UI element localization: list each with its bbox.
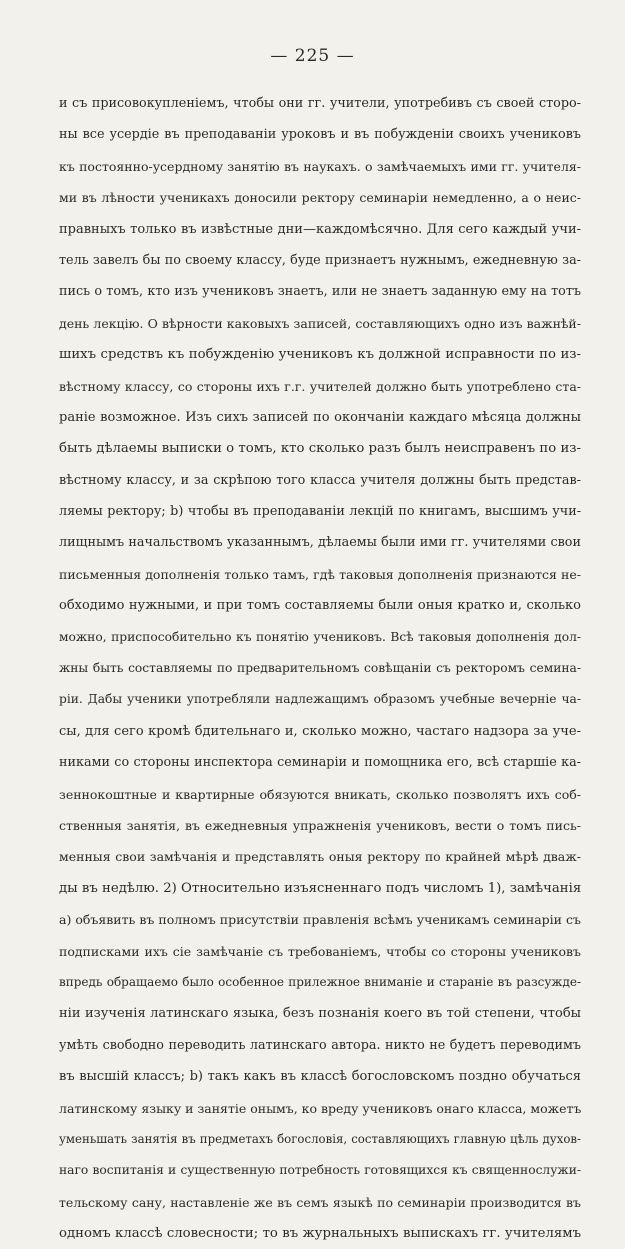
text-line: вѣстному классу, и за скрѣпою того класса учителя должны быть представ- (59, 472, 581, 488)
text-line: день лекцію. О вѣрности каковыхъ записей, составляющихъ одно изъ важнѣй- (59, 315, 581, 331)
text-line: ственныя занятія, въ ежедневныя упражненія учениковъ, вести о томъ пись- (59, 817, 581, 833)
text-line: къ постоянно-усердному занятію въ наукахъ. о замѣчаемыхъ ими гг. учителя- (59, 158, 581, 174)
text-line: жны быть составляемы по предварительномъ совѣщаніи съ ректоромъ семина- (59, 661, 581, 676)
text-line: и съ присовокупленіемъ, чтобы они гг. учители, употребивъ съ своей сторо- (59, 96, 581, 111)
text-line: тельскому сану, наставленіе же въ семъ языкѣ по семинаріи производится въ (59, 1194, 581, 1210)
text-line: наго воспитанія и существенную потребность готовящихся къ священнослужи- (59, 1163, 581, 1178)
text-line: пись о томъ, кто изъ учениковъ знаетъ, или не знаетъ заданную ему на тотъ (59, 284, 581, 300)
text-line: можно, приспособительно къ понятію учениковъ. Всѣ таковыя дополненія дол- (59, 629, 581, 644)
text-line: впредь обращаемо было особенное прилежное вниманіе и стараніе въ разсужде- (59, 974, 581, 989)
text-line: быть дѣлаемы выписки о томъ, кто сколько разъ былъ неисправенъ по из- (59, 441, 581, 457)
text-line: въ высшій классъ; b) такъ какъ въ классѣ богословскомъ поздно обучаться (59, 1069, 581, 1085)
text-line: письменныя дополненія только тамъ, гдѣ таковыя дополненія признаются не- (59, 566, 581, 582)
text-line: сы, для сего кромѣ бдительнаго и, сколько можно, частаго надзора за уче- (59, 723, 581, 739)
text-line: менныя свои замѣчанія и представлять оныя ректору по крайней мѣрѣ дваж- (59, 849, 581, 865)
text-line: вѣстному классу, со стороны ихъ г.г. учителей должно быть употреблено ста- (59, 378, 581, 394)
text-line: раніе возможное. Изъ сихъ записей по окончаніи каждаго мѣсяца должны (59, 409, 581, 425)
text-line: ды въ недѣлю. 2) Относительно изъясненнаго подъ числомъ 1), замѣчанія (59, 880, 581, 896)
text-line: ны все усердіе въ преподаваніи уроковъ и въ побужденіи своихъ учениковъ (59, 127, 581, 143)
page-number: — 225 — (270, 46, 355, 66)
text-line: ляемы ректору; b) чтобы въ преподаваніи лекцій по книгамъ, высшимъ учи- (59, 504, 581, 520)
text-line: тель завелъ бы по своему классу, буде признаетъ нужнымъ, ежедневную за- (59, 252, 581, 268)
body-text (59, 88, 581, 1249)
text-line: а) объявить въ полномъ присутствіи правленія всѣмъ ученикамъ семинаріи съ (59, 912, 581, 928)
text-line: лищнымъ начальствомъ указаннымъ, дѣлаемы были ими гг. учителями свои (59, 535, 581, 551)
text-line: ніи изученія латинскаго языка, безъ познанія коего въ той степени, чтобы (59, 1006, 581, 1022)
text-line: подписками ихъ сіе замѣчаніе съ требованіемъ, чтобы со стороны учениковъ (59, 943, 581, 959)
text-line: зеннокоштные и квартирные обязуются вникать, сколько позволятъ ихъ соб- (59, 786, 581, 802)
text-line: одномъ классѣ словесности; то въ журнальныхъ выпискахъ гг. учителямъ (59, 1226, 581, 1242)
text-line: латинскому языку и занятіе онымъ, ко вреду учениковъ онаго класса, можетъ (59, 1100, 581, 1116)
text-line: правныхъ только въ извѣстные дни—каждомѣсячно. Для сего каждый учи- (59, 221, 581, 237)
text-line: ми въ лѣности ученикахъ доносили ректору семинаріи немедленно, а о неис- (59, 190, 581, 206)
text-line: обходимо нужными, и при томъ составляемы были оныя кратко и, сколько (59, 598, 581, 614)
text-line: умѣть свободно переводить латинскаго автора. никто не будетъ переводимъ (59, 1037, 581, 1053)
text-line: уменьшать занятія въ предметахъ богословія, составляющихъ главную цѣль духов- (59, 1131, 581, 1146)
text-line: ріи. Дабы ученики употребляли надлежащимъ образомъ учебные вечерніе ча- (59, 692, 581, 707)
text-line: никами со стороны инспектора семинаріи и помощника его, всѣ старшіе ка- (59, 755, 581, 771)
text-line: шихъ средствъ къ побужденію учениковъ къ должной исправности по из- (59, 347, 581, 363)
